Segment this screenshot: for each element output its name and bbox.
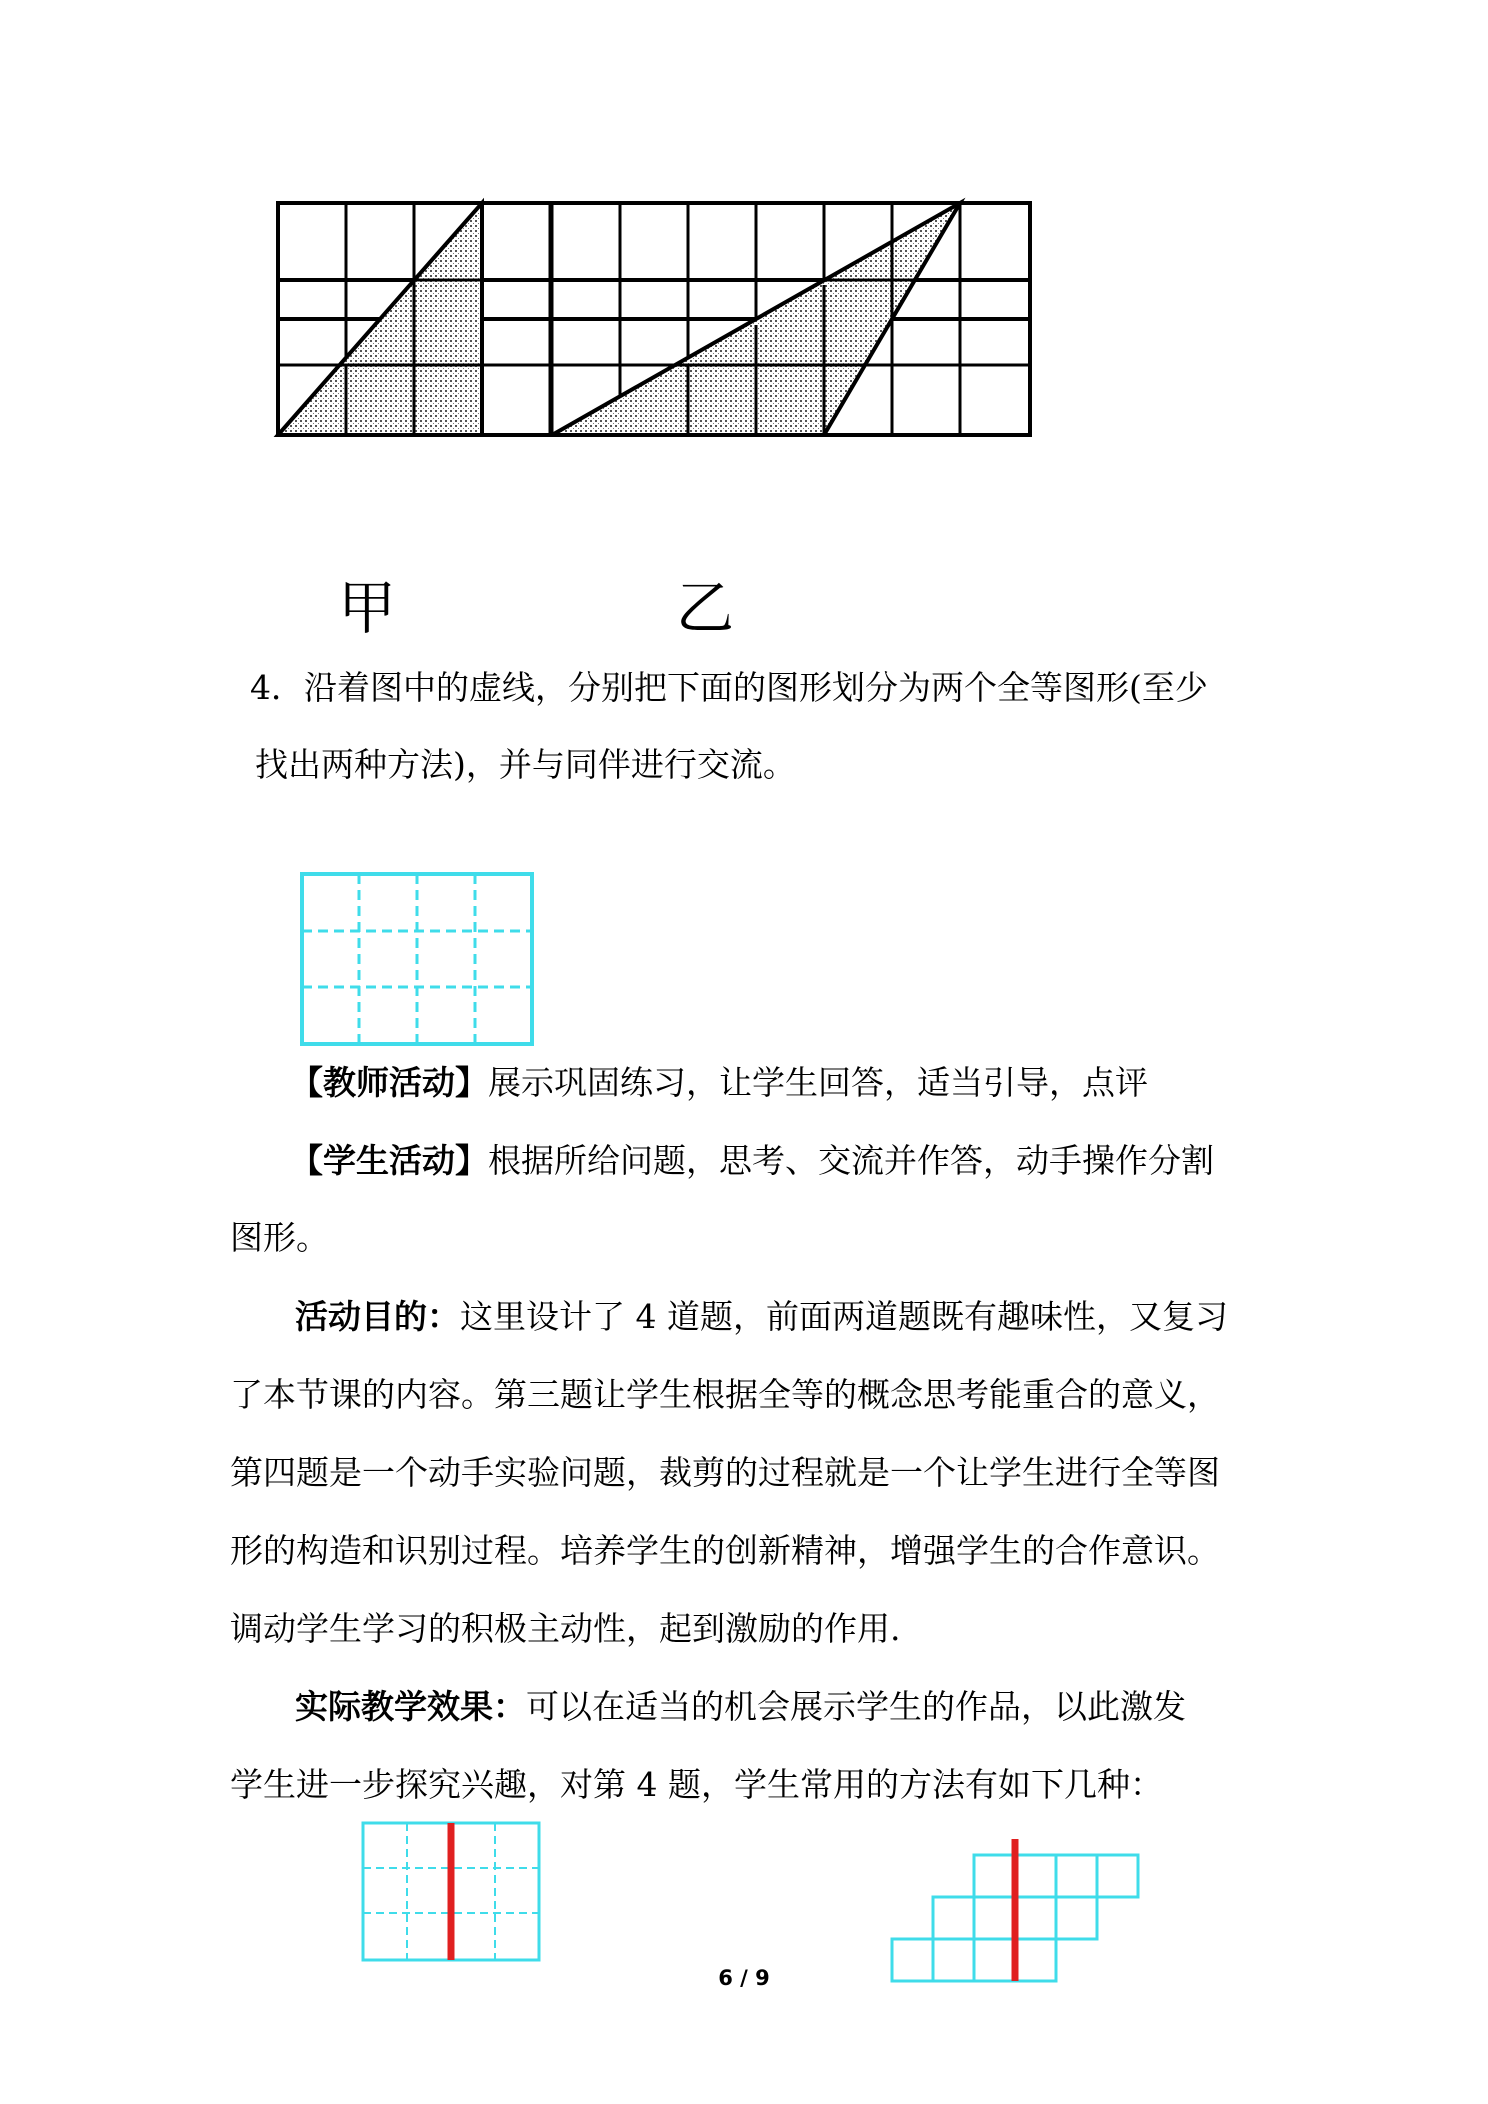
shape-grid-figure	[270, 195, 1080, 445]
label-jia: 甲	[338, 574, 397, 642]
purpose-line1	[295, 1297, 1228, 1337]
effect-line2: 学生进一步探究兴趣，对第 4 题，学生常用的方法有如下几种：	[230, 1765, 1163, 1804]
student-activity-text: 根据所给问题，思考、交流并作答，动手操作分割	[488, 1141, 1214, 1180]
purpose-line2: 了本节课的内容。第三题让学生根据全等的概念思考能重合的意义，	[230, 1375, 1220, 1414]
solution-figure-2	[888, 1835, 1148, 1985]
purpose-line4: 形的构造和识别过程。培养学生的创新精神，增强学生的合作意识。	[230, 1531, 1220, 1570]
effect-line1	[295, 1687, 1186, 1727]
effect-text: 可以在适当的机会展示学生的作品，以此激发	[526, 1687, 1186, 1726]
teacher-activity-heading: 【教师活动】	[290, 1063, 488, 1102]
page-number: 6 / 9	[718, 1966, 770, 1990]
purpose-heading: 活动目的：	[295, 1297, 460, 1336]
teacher-activity	[290, 1063, 1148, 1103]
student-activity-line2: 图形。	[230, 1218, 329, 1257]
student-activity-heading: 【学生活动】	[290, 1141, 488, 1180]
question4-line1: 4．沿着图中的虚线，分别把下面的图形划分为两个全等图形(至少	[250, 668, 1208, 707]
question4-line2: 找出两种方法)，并与同伴进行交流。	[255, 745, 796, 784]
effect-heading: 实际教学效果：	[295, 1687, 526, 1726]
student-activity	[290, 1141, 1214, 1181]
purpose-text: 这里设计了 4 道题，前面两道题既有趣味性，又复习	[460, 1297, 1228, 1336]
dashed-grid-figure	[300, 872, 536, 1048]
label-yi: 乙	[676, 574, 735, 642]
purpose-line5: 调动学生学习的积极主动性，起到激励的作用.	[230, 1609, 901, 1648]
teacher-activity-text: 展示巩固练习，让学生回答，适当引导，点评	[488, 1063, 1148, 1102]
solution-figure-1	[360, 1820, 546, 1970]
purpose-line3: 第四题是一个动手实验问题，裁剪的过程就是一个让学生进行全等图	[230, 1453, 1220, 1492]
